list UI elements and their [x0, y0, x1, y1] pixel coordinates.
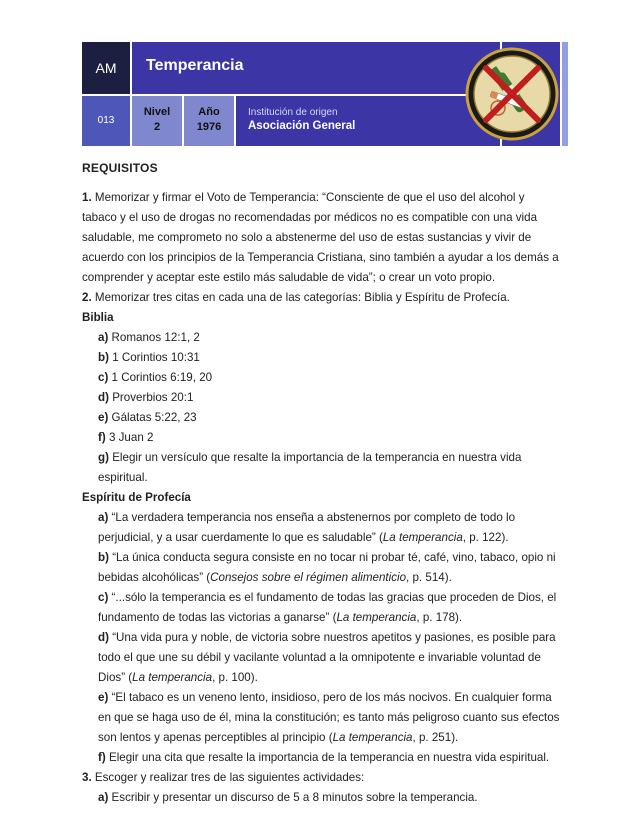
origin-box — [236, 96, 500, 146]
requirement-number: 3. — [82, 771, 92, 784]
list-item: f) Elegir una cita que resalte la importancia de la temperancia en nuestra vida espiritual. — [98, 751, 550, 764]
level-box — [132, 96, 182, 146]
category-biblia: Biblia — [82, 311, 114, 324]
list-item: e) Gálatas 5:22, 23 — [98, 411, 197, 424]
list-item: b) “La única conducta segura consiste en no tocar ni probar té, café, vino, tabaco, opio ni bebidas alcohólicas” (Consejos sobre el régimen alimenticio, p. 514). — [98, 551, 556, 584]
requirement-2 — [82, 288, 562, 308]
requirement-text: Memorizar tres citas en cada una de las categorías: Biblia y Espíritu de Profecía. — [94, 291, 510, 304]
list-item: g) Elegir un versículo que resalte la importancia de la temperancia en nuestra vida espiritual. — [98, 451, 522, 484]
origin-label: Institución de origen — [248, 107, 338, 118]
level-value: 2 — [153, 121, 161, 133]
requirements-content — [82, 158, 562, 808]
requirement-text: Escoger y realizar tres de las siguientes actividades: — [94, 771, 365, 784]
requirement-number: 1. — [82, 191, 92, 204]
list-item: a) “La verdadera temperancia nos enseña a abstenernos por completo de todo lo perjudicial, y a usar cuerdamente lo que es saludable” (La temperancia, p. 122). — [98, 511, 516, 544]
requirement-text: Memorizar y firmar el Voto de Temperancia: “Consciente de que el uso del alcohol y tabaco y el uso de drogas no recomendadas por médicos no es compatible con una vida saludable, me comprometo no solo a abstenerme del uso de estas sustancias y vivir de acuerdo con los principios de la Temperancia Cristiana, sino también a ayudar a los demás a comprender y aceptar este estilo más saludable de vida”; o crear un voto propio. — [82, 191, 559, 284]
list-item: d) Proverbios 20:1 — [98, 391, 194, 404]
category-espiritu-de-profecia: Espíritu de Profecía — [82, 491, 191, 504]
temperance-badge-icon — [464, 46, 560, 142]
list-item: f) 3 Juan 2 — [98, 431, 154, 444]
title-bar — [132, 42, 500, 94]
year-value: 1976 — [196, 121, 222, 133]
list-item: d) “Una vida pura y noble, de victoria sobre nuestros apetitos y pasiones, es posible para todo el que une su débil y vacilante voluntad a la omnipotente e invariable voluntad de Dios” (La temperancia, p. 100). — [98, 631, 556, 684]
list-item: b) 1 Corintios 10:31 — [98, 351, 200, 364]
list-item: e) “El tabaco es un veneno lento, insidioso, pero de los más nocivos. En cualquier forma en que se haga uso de él, mina la constitución; es tanto más peligroso cuanto sus efectos son lentos y apenas perceptibles al principio (La temperancia, p. 251). — [98, 691, 560, 744]
honor-category-code: AM — [82, 42, 130, 94]
header-accent-strip — [562, 42, 568, 146]
requirement-3 — [82, 768, 562, 788]
section-title: REQUISITOS — [82, 161, 158, 175]
requirement-number: 2. — [82, 291, 92, 304]
year-box — [184, 96, 234, 146]
honor-header — [82, 42, 568, 146]
level-label: Nivel — [143, 106, 171, 118]
list-item: a) Romanos 12:1, 2 — [98, 331, 200, 344]
origin-value: Asociación General — [248, 120, 356, 132]
honor-title: Temperancia — [146, 57, 244, 74]
year-label: Año — [198, 106, 220, 118]
list-item: c) 1 Corintios 6:19, 20 — [98, 371, 213, 384]
requirement-1 — [82, 188, 562, 288]
list-item: c) “...sólo la temperancia es el fundamento de todas las gracias que proceden de Dios, el fundamento de todas las victorias a ganarse” (La temperancia, p. 178). — [98, 591, 557, 624]
list-item: a) Escribir y presentar un discurso de 5 a 8 minutos sobre la temperancia. — [98, 791, 478, 804]
honor-number: 013 — [82, 96, 130, 146]
